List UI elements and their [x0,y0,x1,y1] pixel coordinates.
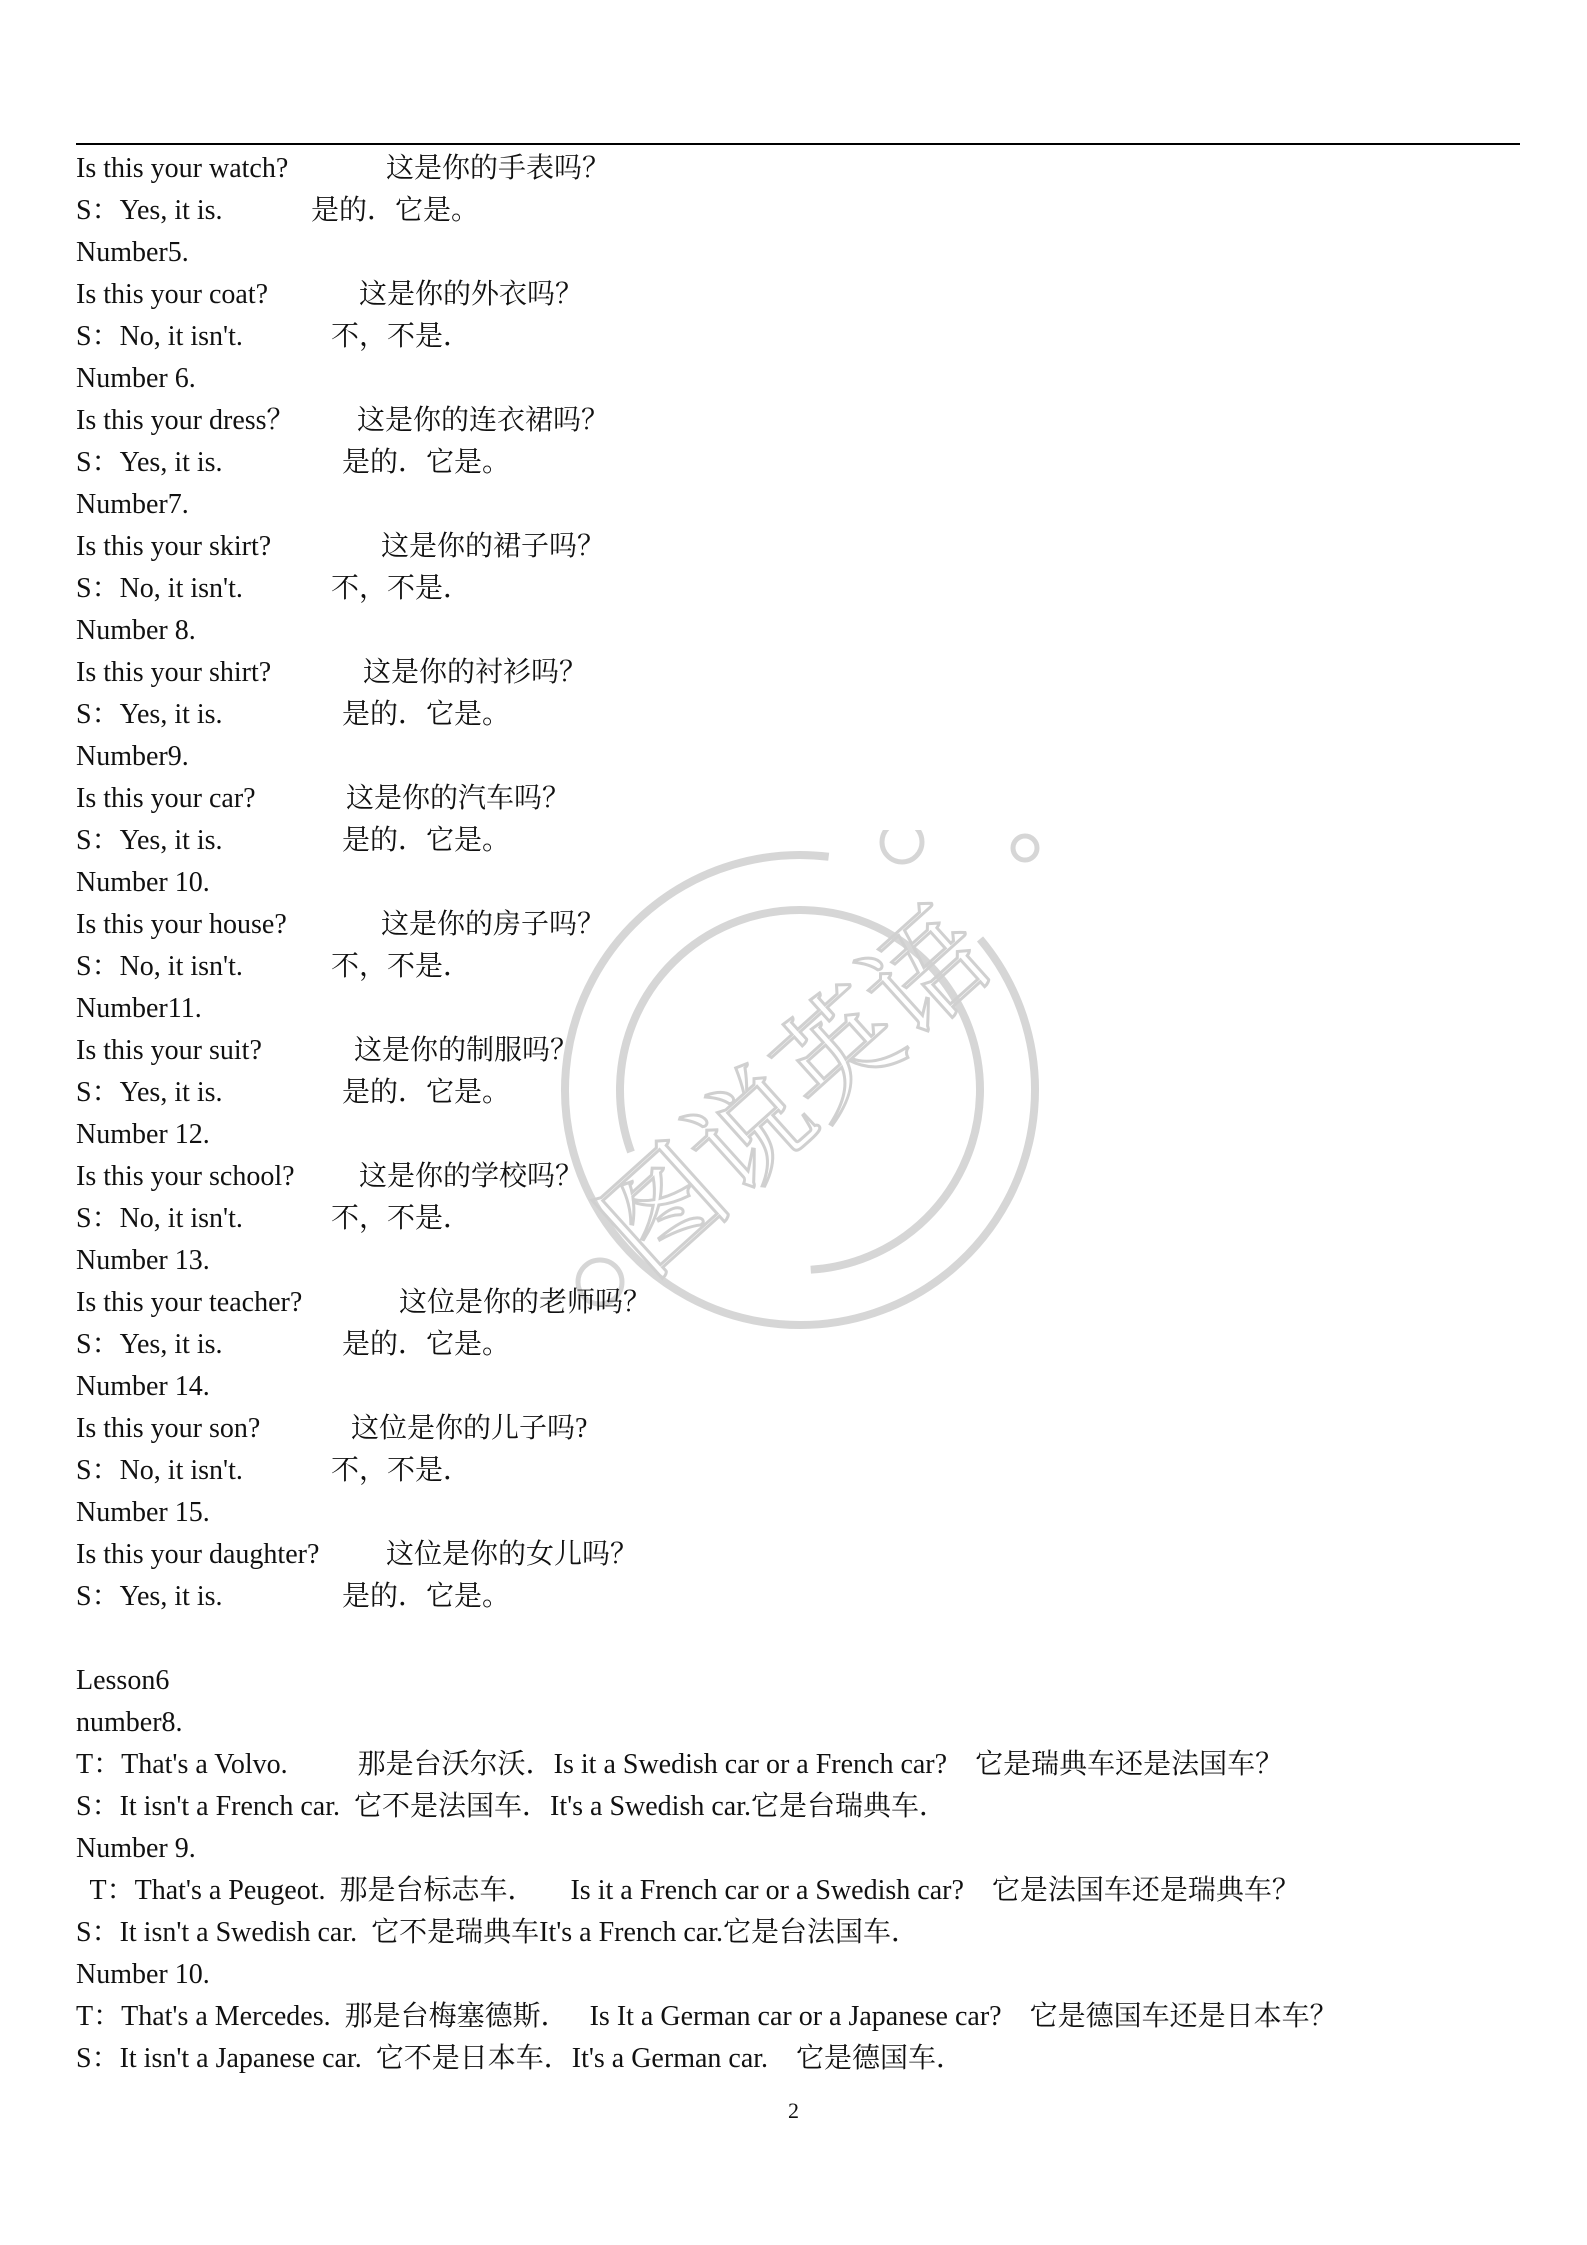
english-text: Number5. [76,237,189,268]
english-text: T：That's a Volvo. 那是台沃尔沃．Is it a Swedish car or a French car? 它是瑞典车还是法国车？ [76,1749,1284,1780]
text-line [76,1198,1526,1240]
chinese-translation: 这是你的连衣裙吗？ [357,405,610,436]
english-text: Is this your coat? [76,279,269,310]
text-line [76,190,1526,232]
text-line [76,736,1526,778]
text-line [76,1870,1526,1912]
chinese-translation: 不，不是． [331,1455,472,1486]
text-line [76,1156,1526,1198]
chinese-translation: 这位是你的老师吗？ [399,1287,652,1318]
english-text: Lesson6 [76,1665,170,1696]
english-text: S：No, it isn't. [76,1455,243,1486]
english-text: Number 10. [76,867,210,898]
page-number: 2 [788,2098,799,2123]
chinese-translation: 这位是你的女儿吗？ [386,1539,639,1570]
english-text: Number 8. [76,615,196,646]
english-text: S：It isn't a Japanese car. 它不是日本车．It's a German car. 它是德国车． [76,2043,965,2074]
text-line [76,526,1526,568]
text-line [76,442,1526,484]
text-line [76,1576,1526,1618]
english-text: Number 12. [76,1119,210,1150]
chinese-translation: 这是你的制服吗？ [354,1035,579,1066]
document-body [76,148,1526,2080]
chinese-translation: 这是你的学校吗？ [359,1161,584,1192]
english-text: Is this your car? [76,783,256,814]
text-line [76,232,1526,274]
chinese-translation: 是的．它是。 [311,195,480,226]
chinese-translation: 这是你的房子吗？ [381,909,606,940]
text-line [76,568,1526,610]
english-text: Number 10. [76,1959,210,1990]
chinese-translation: 是的．它是。 [342,1581,511,1612]
english-text: Is this your dress？ [76,405,295,436]
english-text: Is this your suit? [76,1035,262,1066]
english-text: S：Yes, it is. [76,195,223,226]
chinese-translation: 是的．它是。 [342,699,511,730]
text-line [76,1072,1526,1114]
english-text: S：Yes, it is. [76,1077,223,1108]
english-text: Number7. [76,489,189,520]
english-text: Number9. [76,741,189,772]
chinese-translation: 不，不是． [331,1203,472,1234]
text-line [76,1030,1526,1072]
chinese-translation: 是的．它是。 [342,1329,511,1360]
english-text: number8. [76,1707,183,1738]
text-line [76,148,1526,190]
text-line [76,778,1526,820]
text-line [76,1660,1526,1702]
english-text: Is this your son? [76,1413,261,1444]
english-text: Is this your shirt? [76,657,272,688]
english-text: Number 6. [76,363,196,394]
english-text: Is this your house? [76,909,287,940]
text-line [76,400,1526,442]
text-line [76,652,1526,694]
english-text: Is this your daughter? [76,1539,320,1570]
english-text: S：No, it isn't. [76,951,243,982]
english-text: Number 15. [76,1497,210,1528]
english-text: Is this your teacher? [76,1287,303,1318]
english-text: Is this your school? [76,1161,295,1192]
text-line [76,1450,1526,1492]
english-text: S：Yes, it is. [76,447,223,478]
chinese-translation: 不，不是． [331,321,472,352]
header-rule [76,143,1520,145]
english-text: S：No, it isn't. [76,321,243,352]
chinese-translation: 不，不是． [331,573,472,604]
text-line [76,988,1526,1030]
text-line [76,1912,1526,1954]
chinese-translation: 这位是你的儿子吗? [351,1413,588,1444]
chinese-translation: 这是你的裙子吗？ [381,531,606,562]
english-text: S：Yes, it is. [76,1329,223,1360]
text-line [76,1534,1526,1576]
english-text: S：It isn't a Swedish car. 它不是瑞典车It's a French car.它是台法国车． [76,1917,919,1948]
text-line [76,1282,1526,1324]
chinese-translation: 是的．它是。 [342,1077,511,1108]
text-line [76,904,1526,946]
chinese-translation: 这是你的汽车吗？ [346,783,571,814]
english-text: S：It isn't a French car. 它不是法国车．It's a Swedish car.它是台瑞典车． [76,1791,947,1822]
english-text: S：Yes, it is. [76,699,223,730]
english-text: T：That's a Peugeot. 那是台标志车． Is it a French car or a Swedish car? 它是法国车还是瑞典车？ [76,1875,1300,1906]
text-line [76,820,1526,862]
english-text: T：That's a Mercedes. 那是台梅塞德斯． Is It a German car or a Japanese car? 它是德国车还是日本车？ [76,2001,1338,2032]
text-line [76,1954,1526,1996]
english-text: Number11. [76,993,202,1024]
text-line [76,1324,1526,1366]
english-text: Number 13. [76,1245,210,1276]
text-line [76,1744,1526,1786]
text-line [76,1240,1526,1282]
chinese-translation: 是的．它是。 [342,825,511,856]
chinese-translation: 是的．它是。 [342,447,511,478]
text-line [76,274,1526,316]
text-line [76,946,1526,988]
text-line [76,694,1526,736]
watermark-text: 图说英语 [573,882,1017,1302]
english-text: Is this your skirt? [76,531,272,562]
english-text: Number 14. [76,1371,210,1402]
text-line [76,1702,1526,1744]
text-line [76,358,1526,400]
english-text: Number 9. [76,1833,196,1864]
text-line [76,1996,1526,2038]
english-text: S：Yes, it is. [76,1581,223,1612]
text-line [76,862,1526,904]
text-line [76,1366,1526,1408]
chinese-translation: 这是你的外衣吗？ [359,279,584,310]
text-line [76,1114,1526,1156]
text-line [76,2038,1526,2080]
blank-line [76,1618,1526,1660]
chinese-translation: 不，不是． [331,951,472,982]
english-text: Is this your watch? [76,153,289,184]
text-line [76,1492,1526,1534]
chinese-translation: 这是你的手表吗？ [386,153,611,184]
text-line [76,484,1526,526]
text-line [76,1828,1526,1870]
english-text: S：No, it isn't. [76,1203,243,1234]
text-line [76,1786,1526,1828]
chinese-translation: 这是你的衬衫吗？ [363,657,588,688]
english-text: S：Yes, it is. [76,825,223,856]
text-line [76,1408,1526,1450]
english-text: S：No, it isn't. [76,573,243,604]
text-line [76,316,1526,358]
text-line [76,610,1526,652]
